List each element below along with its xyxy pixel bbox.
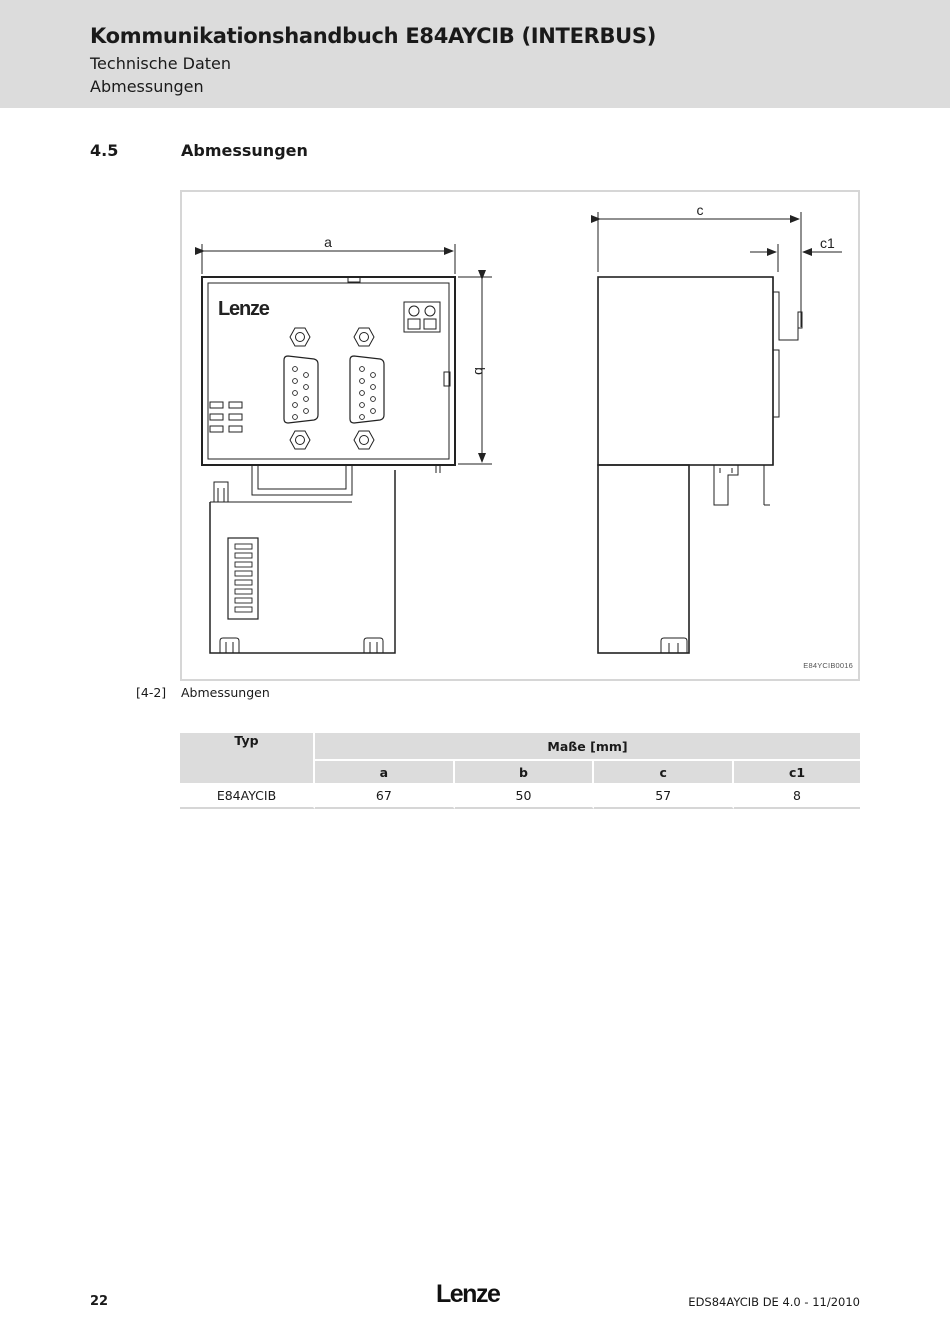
footer-logo: Lenze <box>436 1280 500 1308</box>
header-col-b: b <box>455 761 595 783</box>
section-title: Abmessungen <box>181 141 308 160</box>
page-header <box>0 0 950 108</box>
header-typ: Typ <box>180 733 315 783</box>
cell-c: 57 <box>594 783 734 809</box>
document-reference: EDS84AYCIB DE 4.0 - 11/2010 <box>688 1295 860 1309</box>
device-logo: Lenze <box>218 298 269 320</box>
dimension-label-c1: c1 <box>820 235 835 251</box>
cell-c1: 8 <box>734 783 860 809</box>
figure-code: E84YCIB0016 <box>803 661 853 670</box>
cell-b: 50 <box>455 783 595 809</box>
subchapter-title: Abmessungen <box>90 77 204 96</box>
section-number: 4.5 <box>90 141 119 160</box>
dimension-label-b: b <box>472 367 488 375</box>
dimension-drawing <box>180 190 860 681</box>
table-row <box>180 783 860 809</box>
figure-number: [4-2] <box>136 685 167 700</box>
front-view <box>202 234 492 653</box>
header-col-a: a <box>315 761 455 783</box>
cell-a: 67 <box>315 783 455 809</box>
dimension-drawing-svg <box>182 192 858 679</box>
chapter-title: Technische Daten <box>90 54 232 73</box>
header-masse: Maße [mm] <box>315 733 860 761</box>
dimension-label-c: c <box>696 202 704 218</box>
dimensions-table <box>180 733 860 809</box>
document-title: Kommunikationshandbuch E84AYCIB (INTERBUS) <box>90 24 657 48</box>
cell-typ: E84AYCIB <box>180 783 315 809</box>
page-number: 22 <box>90 1294 109 1309</box>
header-col-c1: c1 <box>734 761 860 783</box>
dimension-label-a: a <box>324 234 332 250</box>
figure-caption: Abmessungen <box>181 685 270 700</box>
side-view <box>598 202 842 653</box>
header-col-c: c <box>594 761 734 783</box>
